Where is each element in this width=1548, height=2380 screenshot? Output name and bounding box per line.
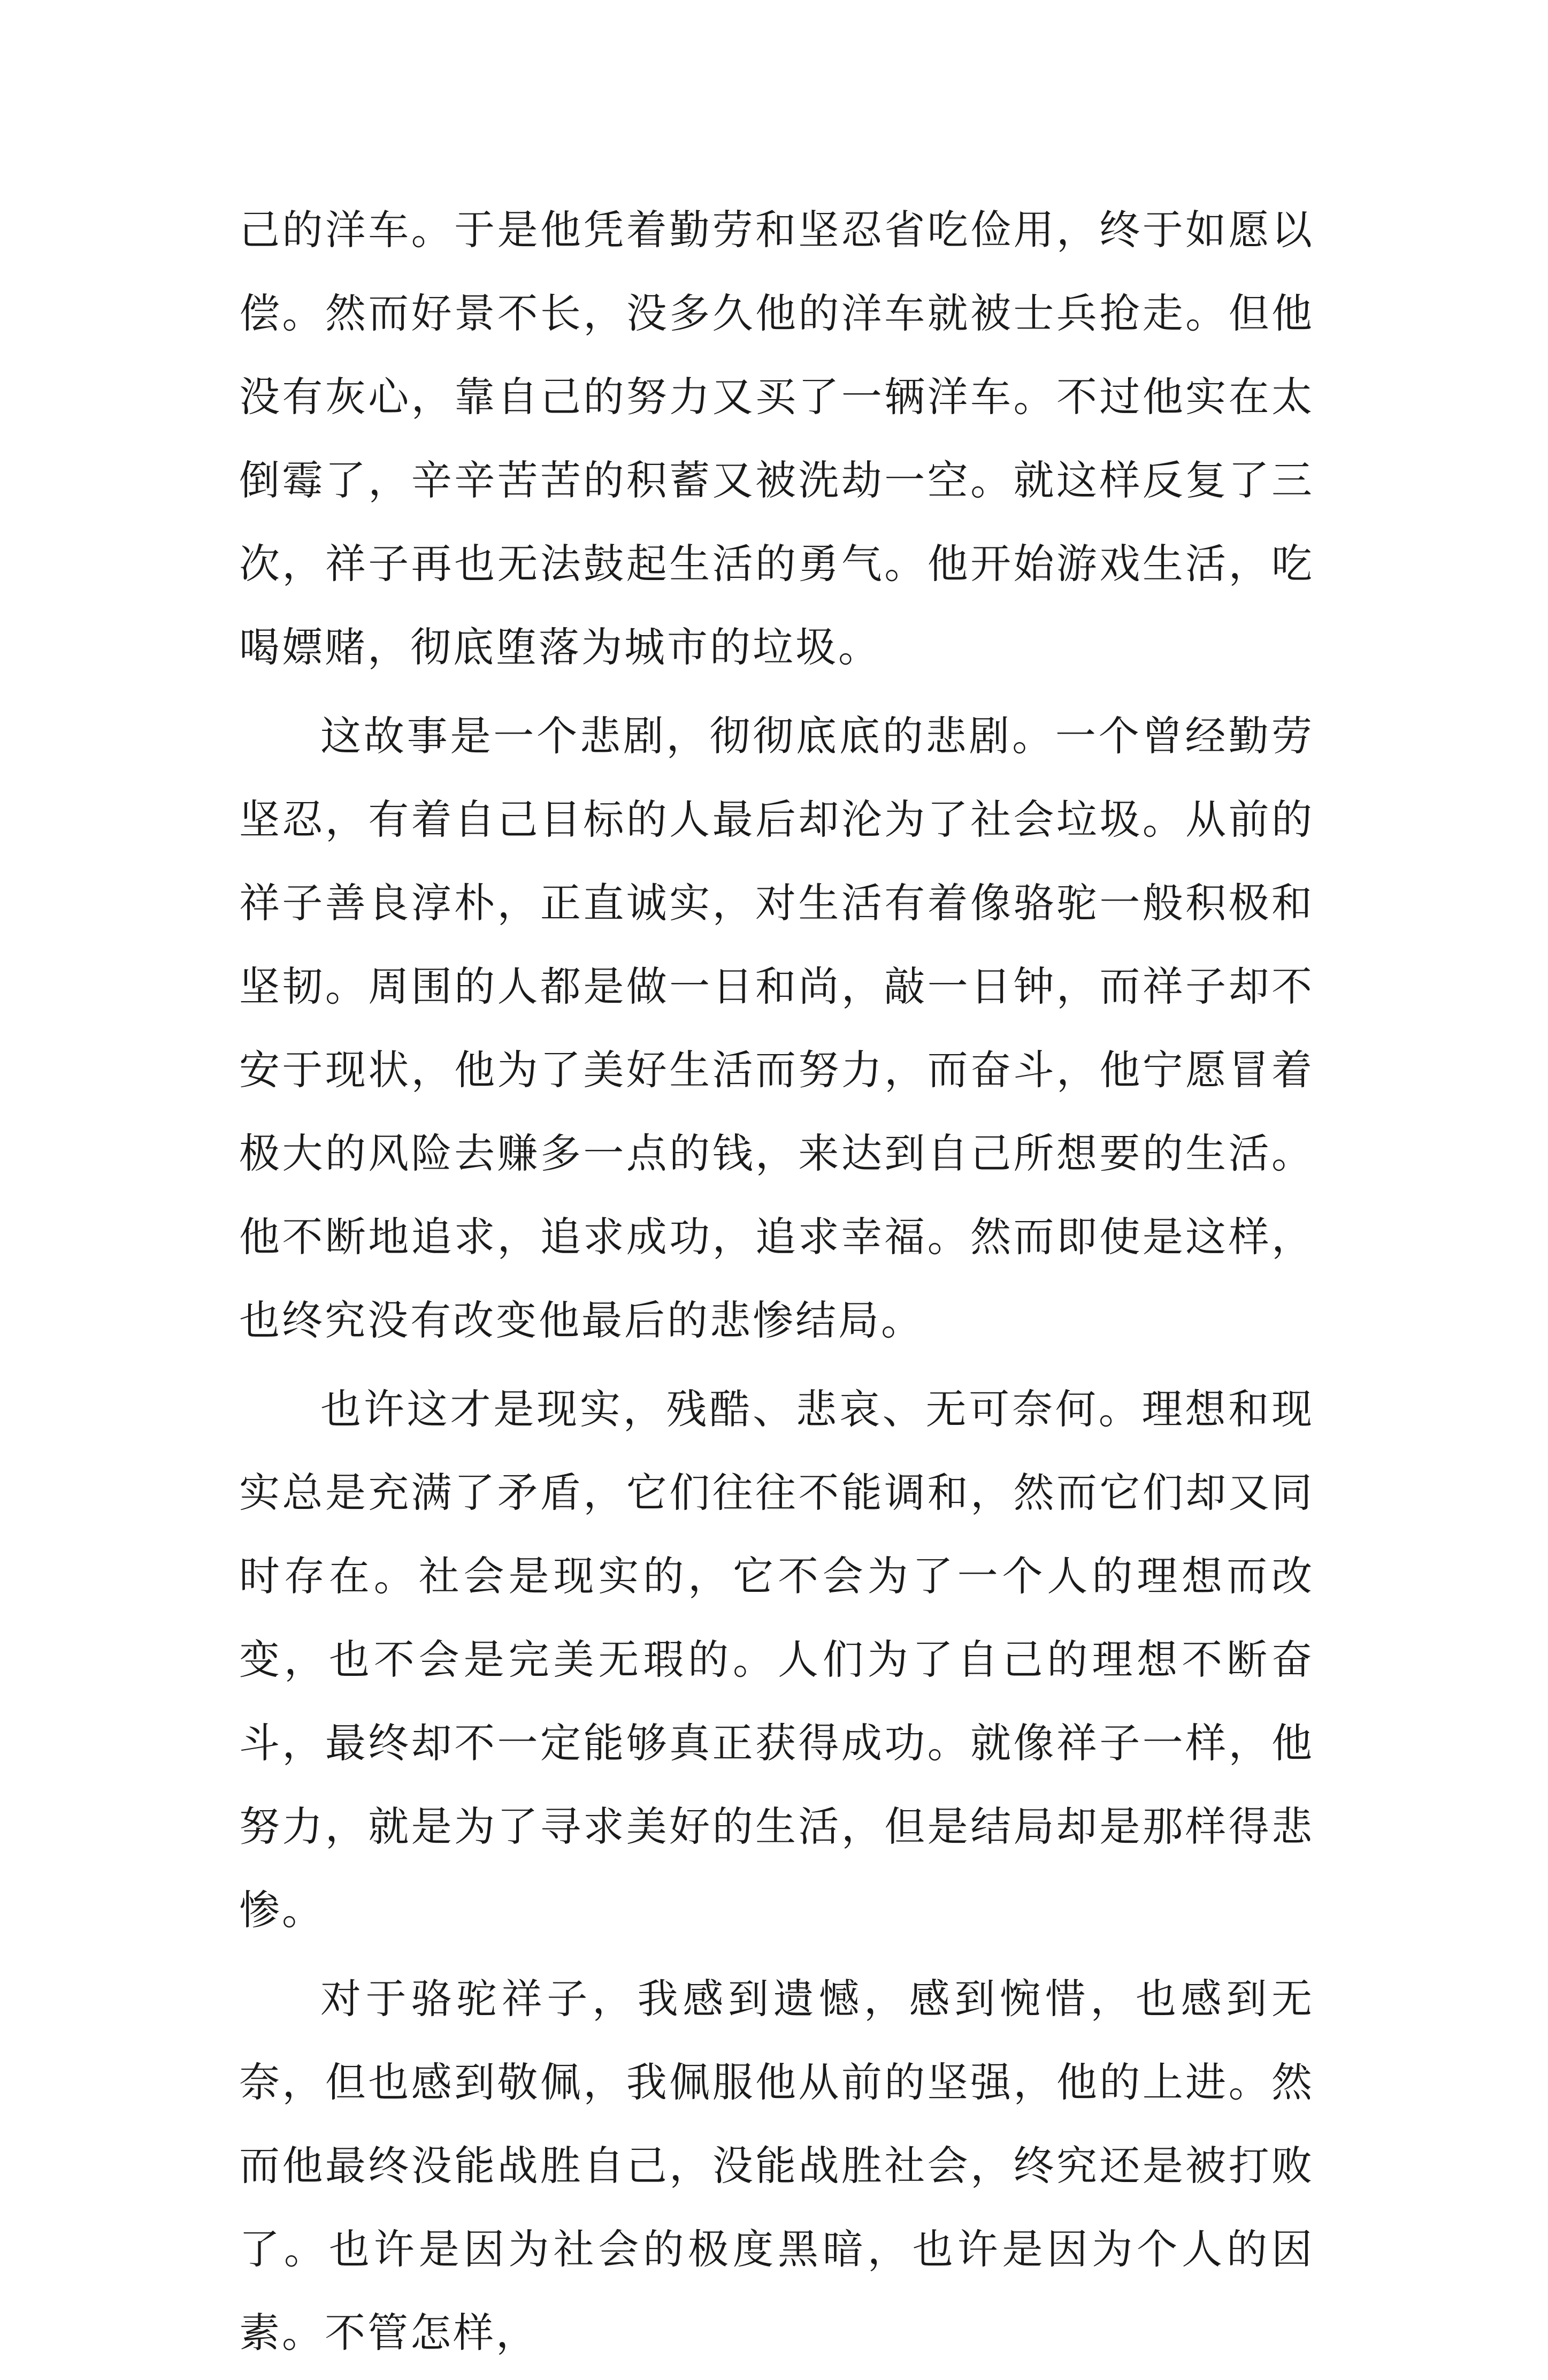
paragraph-3: 也许这才是现实，残酷、悲哀、无可奈何。理想和现实总是充满了矛盾，它们往往不能调和，然而它们却又同时存在。社会是现实的，它不会为了一个人的理想而改变，也不会是完美无瑕的。人们为了自己的理想不断奋斗，最终却不一定能够真正获得成功。就像祥子一样，他努力，就是为了寻求美好的生活，但是结局却是那样得悲惨。 — [239, 1385, 1314, 1934]
paragraph-1: 己的洋车。于是他凭着勤劳和坚忍省吃俭用，终于如愿以偿。然而好景不长，没多久他的洋车就被士兵抢走。但他没有灰心，靠自己的努力又买了一辆洋车。不过他实在太倒霉了，辛辛苦苦的积蓄又被洗劫一空。就这样反复了三次，祥子再也无法鼓起生活的勇气。他开始游戏生活，吃喝嫖赌，彻底堕落为城市的垃圾。 — [239, 206, 1314, 671]
paragraph-4: 对于骆驼祥子，我感到遗憾，感到惋惜，也感到无奈，但也感到敬佩，我佩服他从前的坚强，他的上进。然而他最终没能战胜自己，没能战胜社会，终究还是被打败了。也许是因为社会的极度黑暗，也许是因为个人的因素。不管怎样， — [239, 1975, 1314, 2356]
document-body — [239, 188, 1314, 2380]
paragraph-2: 这故事是一个悲剧，彻彻底底的悲剧。一个曾经勤劳坚忍，有着自己目标的人最后却沦为了社会垃圾。从前的祥子善良淳朴，正直诚实，对生活有着像骆驼一般积极和坚韧。周围的人都是做一日和尚，敲一日钟，而祥子却不安于现状，他为了美好生活而努力，而奋斗，他宁愿冒着极大的风险去赚多一点的钱，来达到自己所想要的生活。他不断地追求，追求成功，追求幸福。然而即使是这样，也终究没有改变他最后的悲惨结局。 — [239, 712, 1314, 1344]
